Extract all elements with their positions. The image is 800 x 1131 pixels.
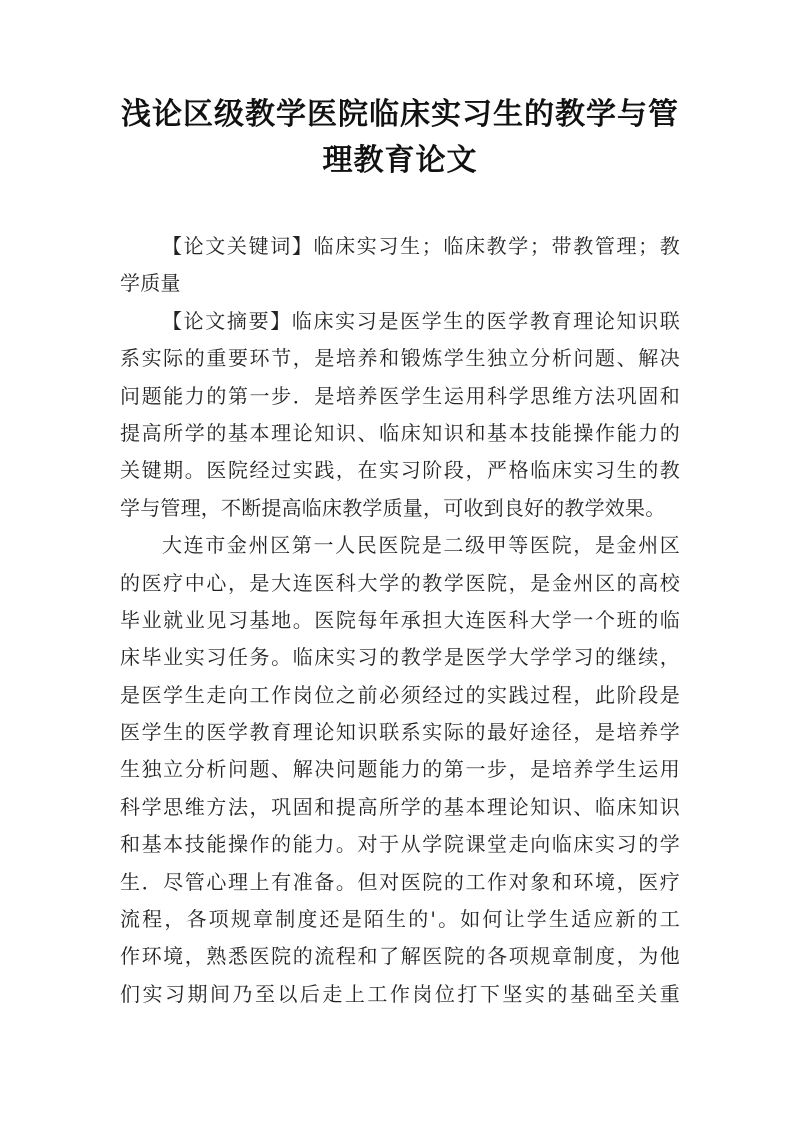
document-title	[100, 92, 700, 184]
text-line: 生．尽管心理上有准备。但对医院的工作对象和环境，医疗	[120, 869, 680, 894]
body-paragraph	[120, 527, 680, 1013]
text-line: 毕业就业见习基地。医院每年承担大连医科大学一个班的临	[120, 607, 680, 632]
text-line: 和基本技能操作的能力。对于从学院课堂走向临床实习的学	[120, 832, 680, 857]
abstract-paragraph	[120, 303, 680, 527]
text-line: 生独立分析问题、解决问题能力的第一步，是培养学生运用	[120, 757, 680, 782]
text-line: 【论文关键词】临床实习生；临床教学；带教管理；教	[162, 234, 680, 258]
title-line-2: 理教育论文	[322, 143, 478, 178]
text-line: 大连市金州区第一人民医院是二级甲等医院，是金州区	[162, 533, 680, 558]
text-line: 系实际的重要环节，是培养和锻炼学生独立分析问题、解决	[120, 346, 680, 371]
text-line: 是医学生走向工作岗位之前必须经过的实践过程，此阶段是	[120, 682, 680, 707]
text-line: 床毕业实习任务。临床实习的教学是医学大学学习的继续，	[120, 645, 680, 670]
text-line: 们实习期间乃至以后走上工作岗位打下坚实的基础至关重	[120, 981, 680, 1006]
text-line: 作环境，熟悉医院的流程和了解医院的各项规章制度，为他	[120, 944, 680, 969]
text-line: 的医疗中心，是大连医科大学的教学医院，是金州区的高校	[120, 570, 680, 595]
text-line: 学质量	[120, 271, 181, 296]
keywords-paragraph	[120, 228, 680, 303]
text-line: 关键期。医院经过实践，在实习阶段，严格临床实习生的教	[120, 458, 680, 483]
text-line: 学与管理，不断提高临床教学质量，可收到良好的教学效果。	[120, 495, 666, 520]
title-line-1: 浅论区级教学医院临床实习生的教学与管	[121, 97, 679, 132]
document-body	[120, 228, 680, 1013]
text-line: 【论文摘要】临床实习是医学生的医学教育理论知识联	[162, 308, 680, 333]
text-line: 问题能力的第一步．是培养医学生运用科学思维方法巩固和	[120, 383, 680, 408]
text-line: 科学思维方法，巩固和提高所学的基本理论知识、临床知识	[120, 794, 680, 819]
text-line: 流程，各项规章制度还是陌生的'。如何让学生适应新的工	[120, 907, 680, 932]
text-line: 提高所学的基本理论知识、临床知识和基本技能操作能力的	[120, 420, 680, 445]
text-line: 医学生的医学教育理论知识联系实际的最好途径，是培养学	[120, 720, 680, 745]
